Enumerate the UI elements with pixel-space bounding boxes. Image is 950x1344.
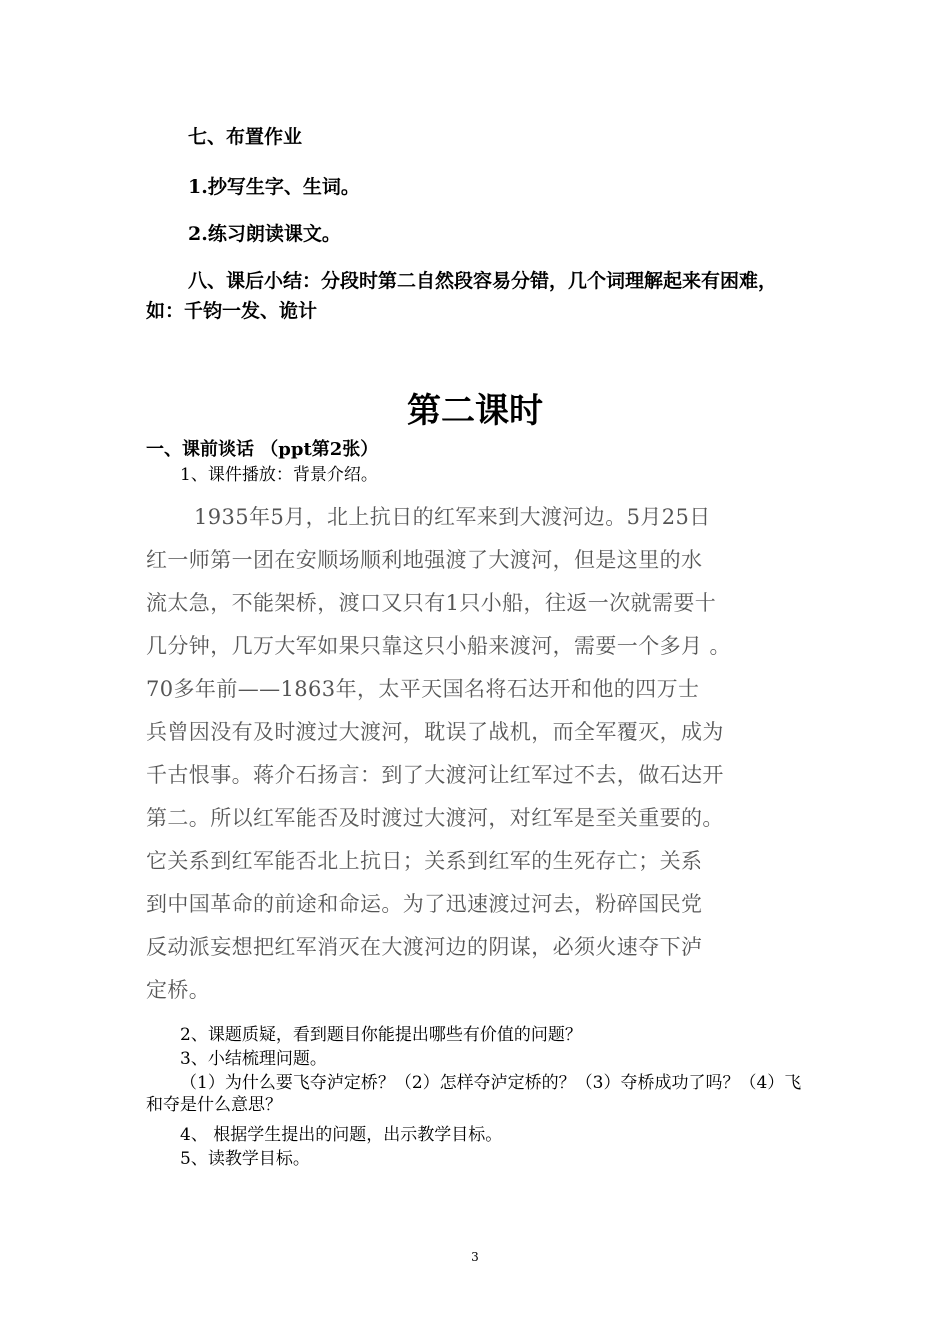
lesson2-title: 第二课时 <box>407 391 543 431</box>
passage-line: 兵曾因没有及时渡过大渡河，耽误了战机，而全军覆灭，成为 <box>146 720 724 744</box>
passage-line: 流太急，不能架桥，渡口又只有1只小船，往返一次就需要十 <box>146 591 717 615</box>
homework-item-1: 1.抄写生字、生词。 <box>188 176 360 198</box>
passage-line: 几分钟，几万大军如果只靠这只小船来渡河，需要一个多月 。 <box>146 634 731 658</box>
step-1: 1、课件播放：背景介绍。 <box>180 465 378 485</box>
passage-line: 反动派妄想把红军消灭在大渡河边的阴谋，必须火速夺下泸 <box>146 935 703 959</box>
homework-item-2: 2.练习朗读课文。 <box>188 223 341 245</box>
passage-line: 70多年前——1863年，太平天国名将石达开和他的四万士 <box>146 677 700 701</box>
step-3: 3、小结梳理问题。 <box>180 1049 327 1069</box>
questions-list: （1）为什么要飞夺泸定桥？（2）怎样夺泸定桥的？（3）夺桥成功了吗？（4）飞和夺是什么意思？ <box>146 1073 802 1115</box>
page-number: 3 <box>471 1250 479 1264</box>
passage-line: 红一师第一团在安顺场顺利地强渡了大渡河，但是这里的水 <box>146 548 703 572</box>
step-5: 5、读教学目标。 <box>180 1149 310 1169</box>
passage-line: 1935年5月，北上抗日的红军来到大渡河边。5月25日 <box>194 505 711 529</box>
passage-line: 第二。所以红军能否及时渡过大渡河，对红军是至关重要的。 <box>146 806 724 830</box>
step-2: 2、课题质疑，看到题目你能提出哪些有价值的问题？ <box>180 1025 582 1045</box>
step-4: 4、 根据学生提出的问题，出示教学目标。 <box>180 1125 503 1145</box>
lesson-summary: 八、课后小结：分段时第二自然段容易分错，几个词理解起来有困难，如：千钧一发、诡计 <box>146 270 778 322</box>
passage-line: 定桥。 <box>146 978 211 1002</box>
pre-class-talk-heading: 一、课前谈话 （ppt第2张） <box>146 439 379 460</box>
background-passage <box>146 496 810 1012</box>
passage-line: 到中国革命的前途和命运。为了迅速渡过河去，粉碎国民党 <box>146 892 703 916</box>
passage-line: 它关系到红军能否北上抗日；关系到红军的生死存亡；关系 <box>146 849 703 873</box>
section7-heading: 七、布置作业 <box>188 126 303 148</box>
passage-line: 千古恨事。蒋介石扬言：到了大渡河让红军过不去，做石达开 <box>146 763 724 787</box>
